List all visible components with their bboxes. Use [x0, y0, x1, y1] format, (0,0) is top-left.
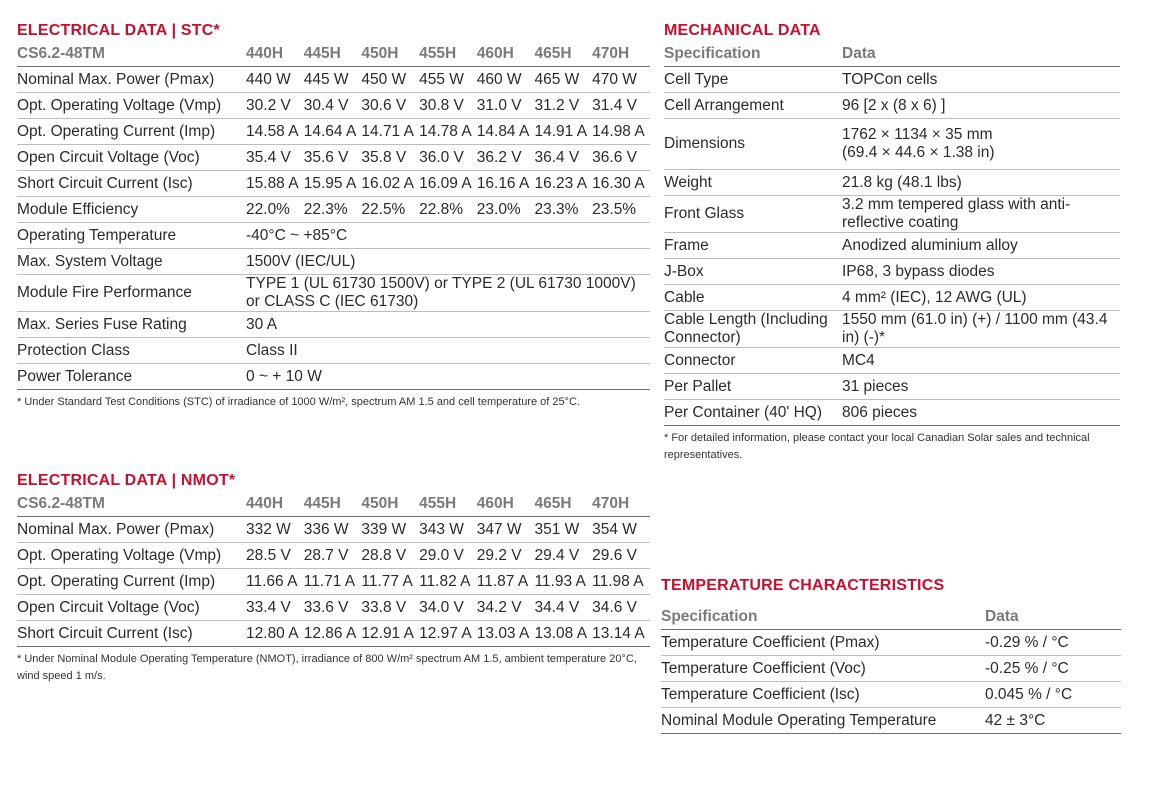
cell-value: 35.6 V	[304, 145, 362, 171]
cell-value: 30.6 V	[361, 93, 419, 119]
stc-row-vmp	[17, 93, 650, 119]
row-label: Open Circuit Voltage (Voc)	[17, 595, 246, 621]
mech-row-cable-length	[664, 311, 1120, 348]
row-label: Frame	[664, 233, 842, 259]
temp-row-pmax	[661, 630, 1121, 656]
nmot-col-header: 445H	[304, 492, 362, 517]
cell-value: 14.78 A	[419, 119, 477, 145]
row-label: Max. System Voltage	[17, 249, 246, 275]
row-label: Cable Length (Including Connector)	[664, 311, 842, 348]
mech-row-dimensions	[664, 119, 1120, 170]
cell-value: 351 W	[534, 517, 592, 543]
nmot-col-header: 470H	[592, 492, 650, 517]
nmot-col-header: 455H	[419, 492, 477, 517]
cell-value: 12.91 A	[361, 621, 419, 647]
mechanical-title: MECHANICAL DATA	[664, 22, 821, 39]
cell-value: 34.6 V	[592, 595, 650, 621]
cell-value: -0.29 % / °C	[985, 630, 1121, 656]
dimensions-in: (69.4 × 44.6 × 1.38 in)	[842, 144, 995, 161]
cell-value: 13.14 A	[592, 621, 650, 647]
cell-value: 12.80 A	[246, 621, 304, 647]
cell-value: 4 mm² (IEC), 12 AWG (UL)	[842, 285, 1120, 311]
cell-value: IP68, 3 bypass diodes	[842, 259, 1120, 285]
cell-value: Anodized aluminium alloy	[842, 233, 1120, 259]
nmot-row-voc	[17, 595, 650, 621]
cell-value: 460 W	[477, 67, 535, 93]
nmot-header-row	[17, 492, 650, 517]
stc-row-protection-class	[17, 338, 650, 364]
cell-value: 28.8 V	[361, 543, 419, 569]
cell-value: 470 W	[592, 67, 650, 93]
temperature-header-row	[661, 605, 1121, 630]
cell-value: -0.25 % / °C	[985, 656, 1121, 682]
cell-value: 30.4 V	[304, 93, 362, 119]
row-label: Operating Temperature	[17, 223, 246, 249]
cell-value: 33.4 V	[246, 595, 304, 621]
cell-value: 34.0 V	[419, 595, 477, 621]
cell-value: 16.02 A	[361, 171, 419, 197]
cell-value: 354 W	[592, 517, 650, 543]
data-header: Data	[985, 605, 1121, 630]
stc-row-efficiency	[17, 197, 650, 223]
cell-value: 31.4 V	[592, 93, 650, 119]
cell-value: 14.98 A	[592, 119, 650, 145]
mechanical-section	[664, 20, 1120, 464]
cell-value: 15.95 A	[304, 171, 362, 197]
mech-row-per-pallet	[664, 374, 1120, 400]
cell-value: 1500V (IEC/UL)	[246, 249, 650, 275]
stc-model-header: CS6.2-48TM	[17, 42, 246, 67]
row-label: Temperature Coefficient (Pmax)	[661, 630, 985, 656]
row-label: Opt. Operating Voltage (Vmp)	[17, 543, 246, 569]
nmot-row-pmax	[17, 517, 650, 543]
cell-value: 15.88 A	[246, 171, 304, 197]
cell-value: 455 W	[419, 67, 477, 93]
cell-value: 29.2 V	[477, 543, 535, 569]
mech-row-connector	[664, 348, 1120, 374]
row-label: Max. Series Fuse Rating	[17, 312, 246, 338]
nmot-col-header: 465H	[534, 492, 592, 517]
cell-value: 31 pieces	[842, 374, 1120, 400]
cell-value	[842, 119, 1120, 170]
cell-value: 11.66 A	[246, 569, 304, 595]
stc-row-fire-performance	[17, 275, 650, 312]
cell-value: 11.71 A	[304, 569, 362, 595]
cell-value: 36.6 V	[592, 145, 650, 171]
nmot-col-header: 440H	[246, 492, 304, 517]
cell-value: 465 W	[534, 67, 592, 93]
nmot-col-header: 450H	[361, 492, 419, 517]
cell-value: 29.6 V	[592, 543, 650, 569]
nmot-row-imp	[17, 569, 650, 595]
row-label: J-Box	[664, 259, 842, 285]
cell-value: TOPCon cells	[842, 67, 1120, 93]
cell-value: Class II	[246, 338, 650, 364]
cell-value: 14.91 A	[534, 119, 592, 145]
cell-value: TYPE 1 (UL 61730 1500V) or TYPE 2 (UL 61730 1000V) or CLASS C (IEC 61730)	[246, 275, 650, 312]
nmot-table	[17, 492, 650, 647]
mech-row-weight	[664, 170, 1120, 196]
cell-value: 36.4 V	[534, 145, 592, 171]
cell-value: 16.23 A	[534, 171, 592, 197]
row-label: Nominal Max. Power (Pmax)	[17, 517, 246, 543]
cell-value: 29.4 V	[534, 543, 592, 569]
cell-value: 35.4 V	[246, 145, 304, 171]
row-label: Module Fire Performance	[17, 275, 246, 312]
temp-row-isc	[661, 682, 1121, 708]
cell-value: 440 W	[246, 67, 304, 93]
nmot-section	[17, 470, 650, 685]
nmot-model-header: CS6.2-48TM	[17, 492, 246, 517]
cell-value: 31.2 V	[534, 93, 592, 119]
dimensions-mm: 1762 × 1134 × 35 mm	[842, 126, 993, 143]
cell-value: 35.8 V	[361, 145, 419, 171]
row-label: Open Circuit Voltage (Voc)	[17, 145, 246, 171]
cell-value: 11.98 A	[592, 569, 650, 595]
temperature-table	[661, 605, 1121, 734]
cell-value: 3.2 mm tempered glass with anti-reflective coating	[842, 196, 1120, 233]
cell-value: 42 ± 3°C	[985, 708, 1121, 734]
mech-row-cable	[664, 285, 1120, 311]
cell-value: 0 ~ + 10 W	[246, 364, 650, 390]
row-label: Per Pallet	[664, 374, 842, 400]
cell-value: MC4	[842, 348, 1120, 374]
row-label: Cable	[664, 285, 842, 311]
cell-value: 22.5%	[361, 197, 419, 223]
stc-row-pmax	[17, 67, 650, 93]
stc-row-operating-temperature	[17, 223, 650, 249]
stc-table	[17, 42, 650, 390]
row-label: Short Circuit Current (Isc)	[17, 171, 246, 197]
cell-value: 343 W	[419, 517, 477, 543]
stc-row-isc	[17, 171, 650, 197]
cell-value: 30.8 V	[419, 93, 477, 119]
stc-row-imp	[17, 119, 650, 145]
cell-value: 30.2 V	[246, 93, 304, 119]
stc-col-header: 455H	[419, 42, 477, 67]
cell-value: 11.93 A	[534, 569, 592, 595]
row-label: Dimensions	[664, 119, 842, 170]
cell-value: 29.0 V	[419, 543, 477, 569]
cell-value: 36.2 V	[477, 145, 535, 171]
row-label: Power Tolerance	[17, 364, 246, 390]
cell-value: 13.03 A	[477, 621, 535, 647]
stc-title: ELECTRICAL DATA | STC*	[17, 22, 220, 39]
temperature-title: TEMPERATURE CHARACTERISTICS	[661, 577, 945, 594]
cell-value: 22.0%	[246, 197, 304, 223]
nmot-footnote: * Under Nominal Module Operating Temperature (NMOT), irradiance of 800 W/m² spectrum AM 1.5, ambient temperature 20°C, wind speed 1 m/s.	[17, 653, 637, 682]
cell-value: 14.84 A	[477, 119, 535, 145]
cell-value: 450 W	[361, 67, 419, 93]
mech-row-cell-arrangement	[664, 93, 1120, 119]
row-label: Temperature Coefficient (Voc)	[661, 656, 985, 682]
cell-value: 336 W	[304, 517, 362, 543]
cell-value: 23.0%	[477, 197, 535, 223]
temperature-section	[661, 575, 1121, 734]
temp-row-voc	[661, 656, 1121, 682]
mechanical-footnote: * For detailed information, please contact your local Canadian Solar sales and technical representatives.	[664, 432, 1090, 461]
row-label: Short Circuit Current (Isc)	[17, 621, 246, 647]
cell-value: 22.8%	[419, 197, 477, 223]
row-label: Front Glass	[664, 196, 842, 233]
row-label: Per Container (40' HQ)	[664, 400, 842, 426]
row-label: Cell Arrangement	[664, 93, 842, 119]
cell-value: 33.6 V	[304, 595, 362, 621]
stc-row-power-tolerance	[17, 364, 650, 390]
row-label: Cell Type	[664, 67, 842, 93]
stc-row-fuse-rating	[17, 312, 650, 338]
row-label: Temperature Coefficient (Isc)	[661, 682, 985, 708]
row-label: Opt. Operating Voltage (Vmp)	[17, 93, 246, 119]
row-label: Module Efficiency	[17, 197, 246, 223]
cell-value: 339 W	[361, 517, 419, 543]
row-label: Opt. Operating Current (Imp)	[17, 569, 246, 595]
cell-value: 22.3%	[304, 197, 362, 223]
cell-value: 34.4 V	[534, 595, 592, 621]
cell-value: 14.64 A	[304, 119, 362, 145]
row-label: Nominal Module Operating Temperature	[661, 708, 985, 734]
stc-footnote: * Under Standard Test Conditions (STC) of irradiance of 1000 W/m², spectrum AM 1.5 and cell temperature of 25°C.	[17, 396, 581, 408]
cell-value: 28.7 V	[304, 543, 362, 569]
cell-value: 13.08 A	[534, 621, 592, 647]
nmot-row-isc	[17, 621, 650, 647]
cell-value: -40°C ~ +85°C	[246, 223, 650, 249]
mechanical-header-row	[664, 42, 1120, 67]
mech-row-jbox	[664, 259, 1120, 285]
mech-row-front-glass	[664, 196, 1120, 233]
stc-row-max-system-voltage	[17, 249, 650, 275]
cell-value: 12.97 A	[419, 621, 477, 647]
cell-value: 33.8 V	[361, 595, 419, 621]
stc-row-voc	[17, 145, 650, 171]
cell-value: 347 W	[477, 517, 535, 543]
cell-value: 16.30 A	[592, 171, 650, 197]
cell-value: 14.71 A	[361, 119, 419, 145]
spec-header: Specification	[664, 42, 842, 67]
stc-col-header: 440H	[246, 42, 304, 67]
temp-row-nmot	[661, 708, 1121, 734]
row-label: Opt. Operating Current (Imp)	[17, 119, 246, 145]
cell-value: 0.045 % / °C	[985, 682, 1121, 708]
cell-value: 11.77 A	[361, 569, 419, 595]
mech-row-per-container	[664, 400, 1120, 426]
cell-value: 1550 mm (61.0 in) (+) / 1100 mm (43.4 in) (-)*	[842, 311, 1120, 348]
stc-col-header: 460H	[477, 42, 535, 67]
cell-value: 21.8 kg (48.1 lbs)	[842, 170, 1120, 196]
cell-value: 30 A	[246, 312, 650, 338]
cell-value: 23.3%	[534, 197, 592, 223]
stc-section	[17, 20, 650, 411]
nmot-col-header: 460H	[477, 492, 535, 517]
stc-header-row	[17, 42, 650, 67]
stc-col-header: 450H	[361, 42, 419, 67]
cell-value: 28.5 V	[246, 543, 304, 569]
nmot-row-vmp	[17, 543, 650, 569]
row-label: Protection Class	[17, 338, 246, 364]
stc-col-header: 465H	[534, 42, 592, 67]
cell-value: 11.82 A	[419, 569, 477, 595]
cell-value: 14.58 A	[246, 119, 304, 145]
cell-value: 23.5%	[592, 197, 650, 223]
mechanical-table	[664, 42, 1120, 426]
cell-value: 12.86 A	[304, 621, 362, 647]
cell-value: 806 pieces	[842, 400, 1120, 426]
nmot-title: ELECTRICAL DATA | NMOT*	[17, 472, 236, 489]
cell-value: 16.09 A	[419, 171, 477, 197]
cell-value: 11.87 A	[477, 569, 535, 595]
mech-row-frame	[664, 233, 1120, 259]
row-label: Weight	[664, 170, 842, 196]
cell-value: 36.0 V	[419, 145, 477, 171]
row-label: Nominal Max. Power (Pmax)	[17, 67, 246, 93]
mech-row-cell-type	[664, 67, 1120, 93]
cell-value: 332 W	[246, 517, 304, 543]
stc-col-header: 445H	[304, 42, 362, 67]
data-header: Data	[842, 42, 1120, 67]
spec-header: Specification	[661, 605, 985, 630]
cell-value: 96 [2 x (8 x 6) ]	[842, 93, 1120, 119]
cell-value: 445 W	[304, 67, 362, 93]
cell-value: 34.2 V	[477, 595, 535, 621]
stc-col-header: 470H	[592, 42, 650, 67]
cell-value: 31.0 V	[477, 93, 535, 119]
row-label: Connector	[664, 348, 842, 374]
cell-value: 16.16 A	[477, 171, 535, 197]
